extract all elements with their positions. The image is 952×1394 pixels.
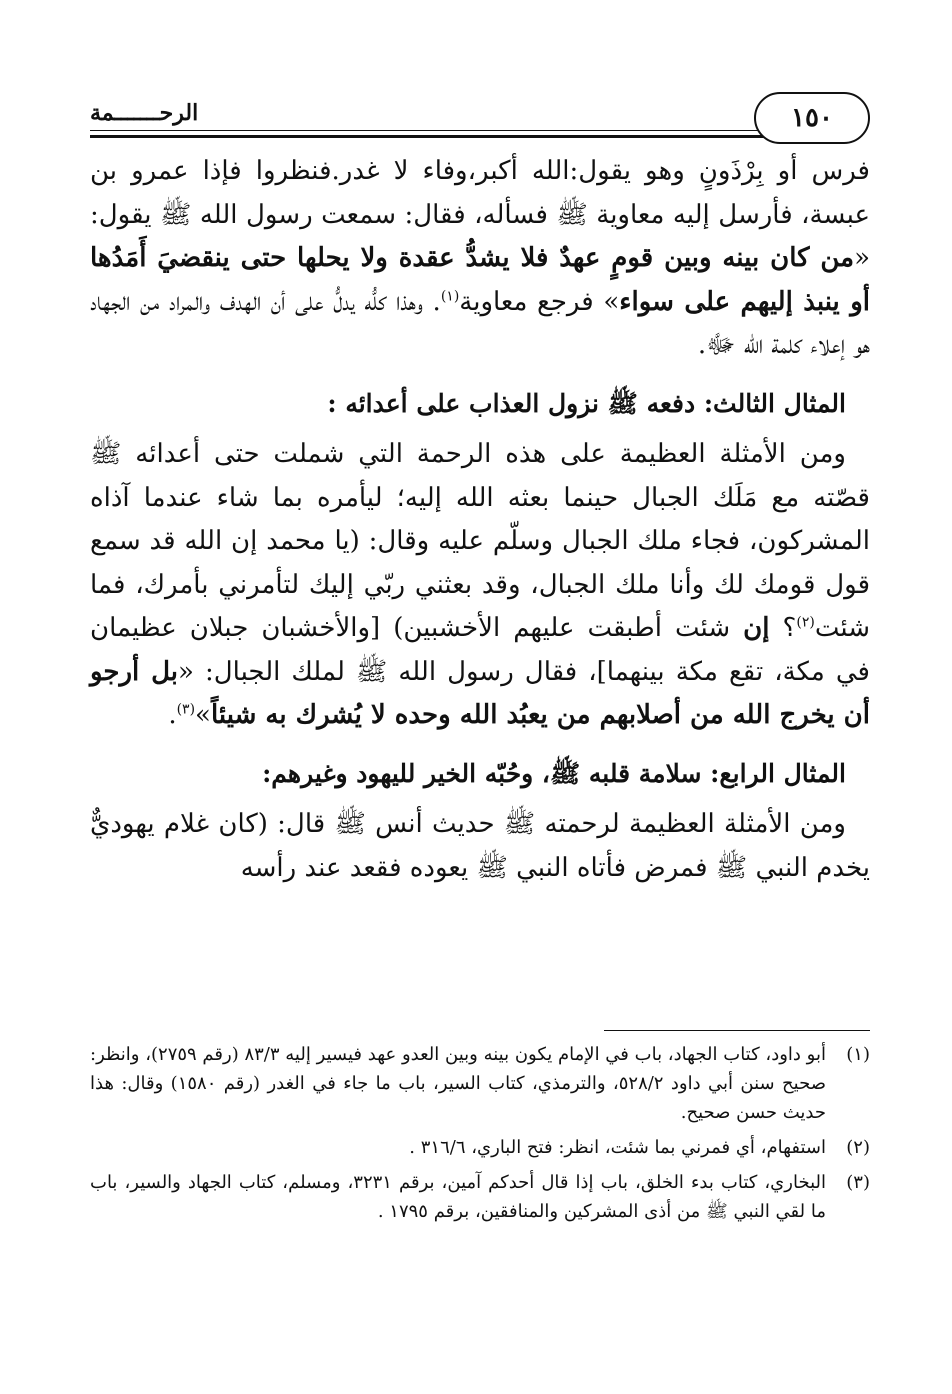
footnote-text: البخاري، كتاب بدء الخلق، باب إذا قال أحدكم آمين، برقم ٣٢٣١، ومسلم، كتاب الجهاد والسير، باب ما لقي النبي ﷺ من أذى المشركين والمنافقين، برقم ١٧٩٥ . — [90, 1172, 826, 1222]
paragraph-text: ؟ — [769, 613, 797, 643]
section-heading-4: المثال الرابع: سلامة قلبه ﷺ، وحُبّه الخير لليهود وغيرهم: — [262, 758, 846, 788]
page-number-badge — [754, 92, 870, 144]
emphasis: إن — [743, 613, 770, 643]
footnote-ref: (٣) — [176, 701, 196, 718]
paragraph-2 — [90, 433, 870, 738]
footnote-2 — [90, 1133, 870, 1162]
footnote-3 — [90, 1168, 870, 1226]
footnotes — [90, 1040, 870, 1232]
paragraph-text: » — [195, 700, 211, 730]
hadith-quote: من كان بينه وبين قومٍ عهدٌ فلا يشدُّ عقدة ولا يحلها حتى ينقضيَ أَمَدُها أو ينبذ إليهم على سواء — [90, 243, 870, 317]
paragraph-text: ومن الأمثلة العظيمة على هذه الرحمة التي شملت حتى أعدائه ﷺ قصّته مع مَلَك الجبال حينما بعثه الله إليه؛ ليأمره بما شاء عندما آذاه المشركون، فجاء ملك الجبال وسلّم عليه وقال: (يا محمد إن الله قد سمع قول قومك لك وأنا ملك الجبال، وقد بعثني ربّي إليك لتأمرني بأمرك، فما شئت — [90, 439, 870, 643]
footnote-ref: (١) — [440, 287, 460, 304]
header-rule-thick — [90, 135, 780, 138]
footnote-number: (١) — [846, 1044, 870, 1065]
hadith-quote: بل أرجو أن يخرج الله من أصلابهم من يعبُد الله وحده لا يُشرك به شيئاً — [90, 656, 870, 730]
section-heading-3: المثال الثالث: دفعه ﷺ نزول العذاب على أعدائه : — [327, 388, 846, 418]
paragraph-text: . وهذا كلُّه يدلُّ على أن الهدف والمراد من الجهاد هو إعلاء كلمة الله ﷻ. — [90, 286, 870, 360]
footnote-ref: (٢) — [796, 614, 815, 631]
footnote-separator — [604, 1030, 870, 1031]
paragraph-text: فرس أو بِرْذَونٍ وهو يقول:الله أكبر،وفاء لا غدر.فنظروا فإذا عمرو بن عبسة، فأرسل إليه معاوية ﷺ فسأله، فقال: سمعت رسول الله ﷺ يقول: « — [90, 156, 870, 273]
running-title: الرحـــــــمة — [90, 100, 199, 126]
paragraph-1 — [90, 150, 870, 368]
main-text — [90, 150, 870, 890]
footnote-text: أبو داود، كتاب الجهاد، باب في الإمام يكون بينه وبين العدو عهد فيسير إليه ٨٣/٣ (رقم ٢٧٥٩)، وانظر: صحيح سنن أبي داود ٥٢٨/٢، والترمذي، كتاب السير، باب ما جاء في الغدر (رقم ١٥٨٠) وقال: هذا حديث حسن صحيح. — [90, 1044, 826, 1123]
footnote-1 — [90, 1040, 870, 1127]
page-number: ١٥٠ — [791, 103, 833, 133]
footnote-number: (٢) — [846, 1137, 870, 1158]
footnote-number: (٣) — [846, 1172, 870, 1193]
header-rule-thin — [90, 130, 780, 131]
paragraph-3: ومن الأمثلة العظيمة لرحمته ﷺ حديث أنس ﷺ قال: (كان غلام يهوديٌّ يخدم النبي ﷺ فمرض فأتاه النبي ﷺ يعوده فقعد عند رأسه — [90, 809, 870, 883]
paragraph-text: شئت أطبقت عليهم الأخشبين) [والأخشبان جبلان عظيمان في مكة، تقع مكة بينهما]، فقال رسول الله ﷺ لملك الجبال: « — [90, 613, 870, 687]
paragraph-text: » فرجع معاوية — [459, 286, 620, 317]
page-header — [90, 92, 870, 150]
footnote-text: استفهام، أي فمرني بما شئت، انظر: فتح الباري، ٣١٦/٦ . — [409, 1137, 826, 1158]
paragraph-text: . — [168, 700, 177, 730]
